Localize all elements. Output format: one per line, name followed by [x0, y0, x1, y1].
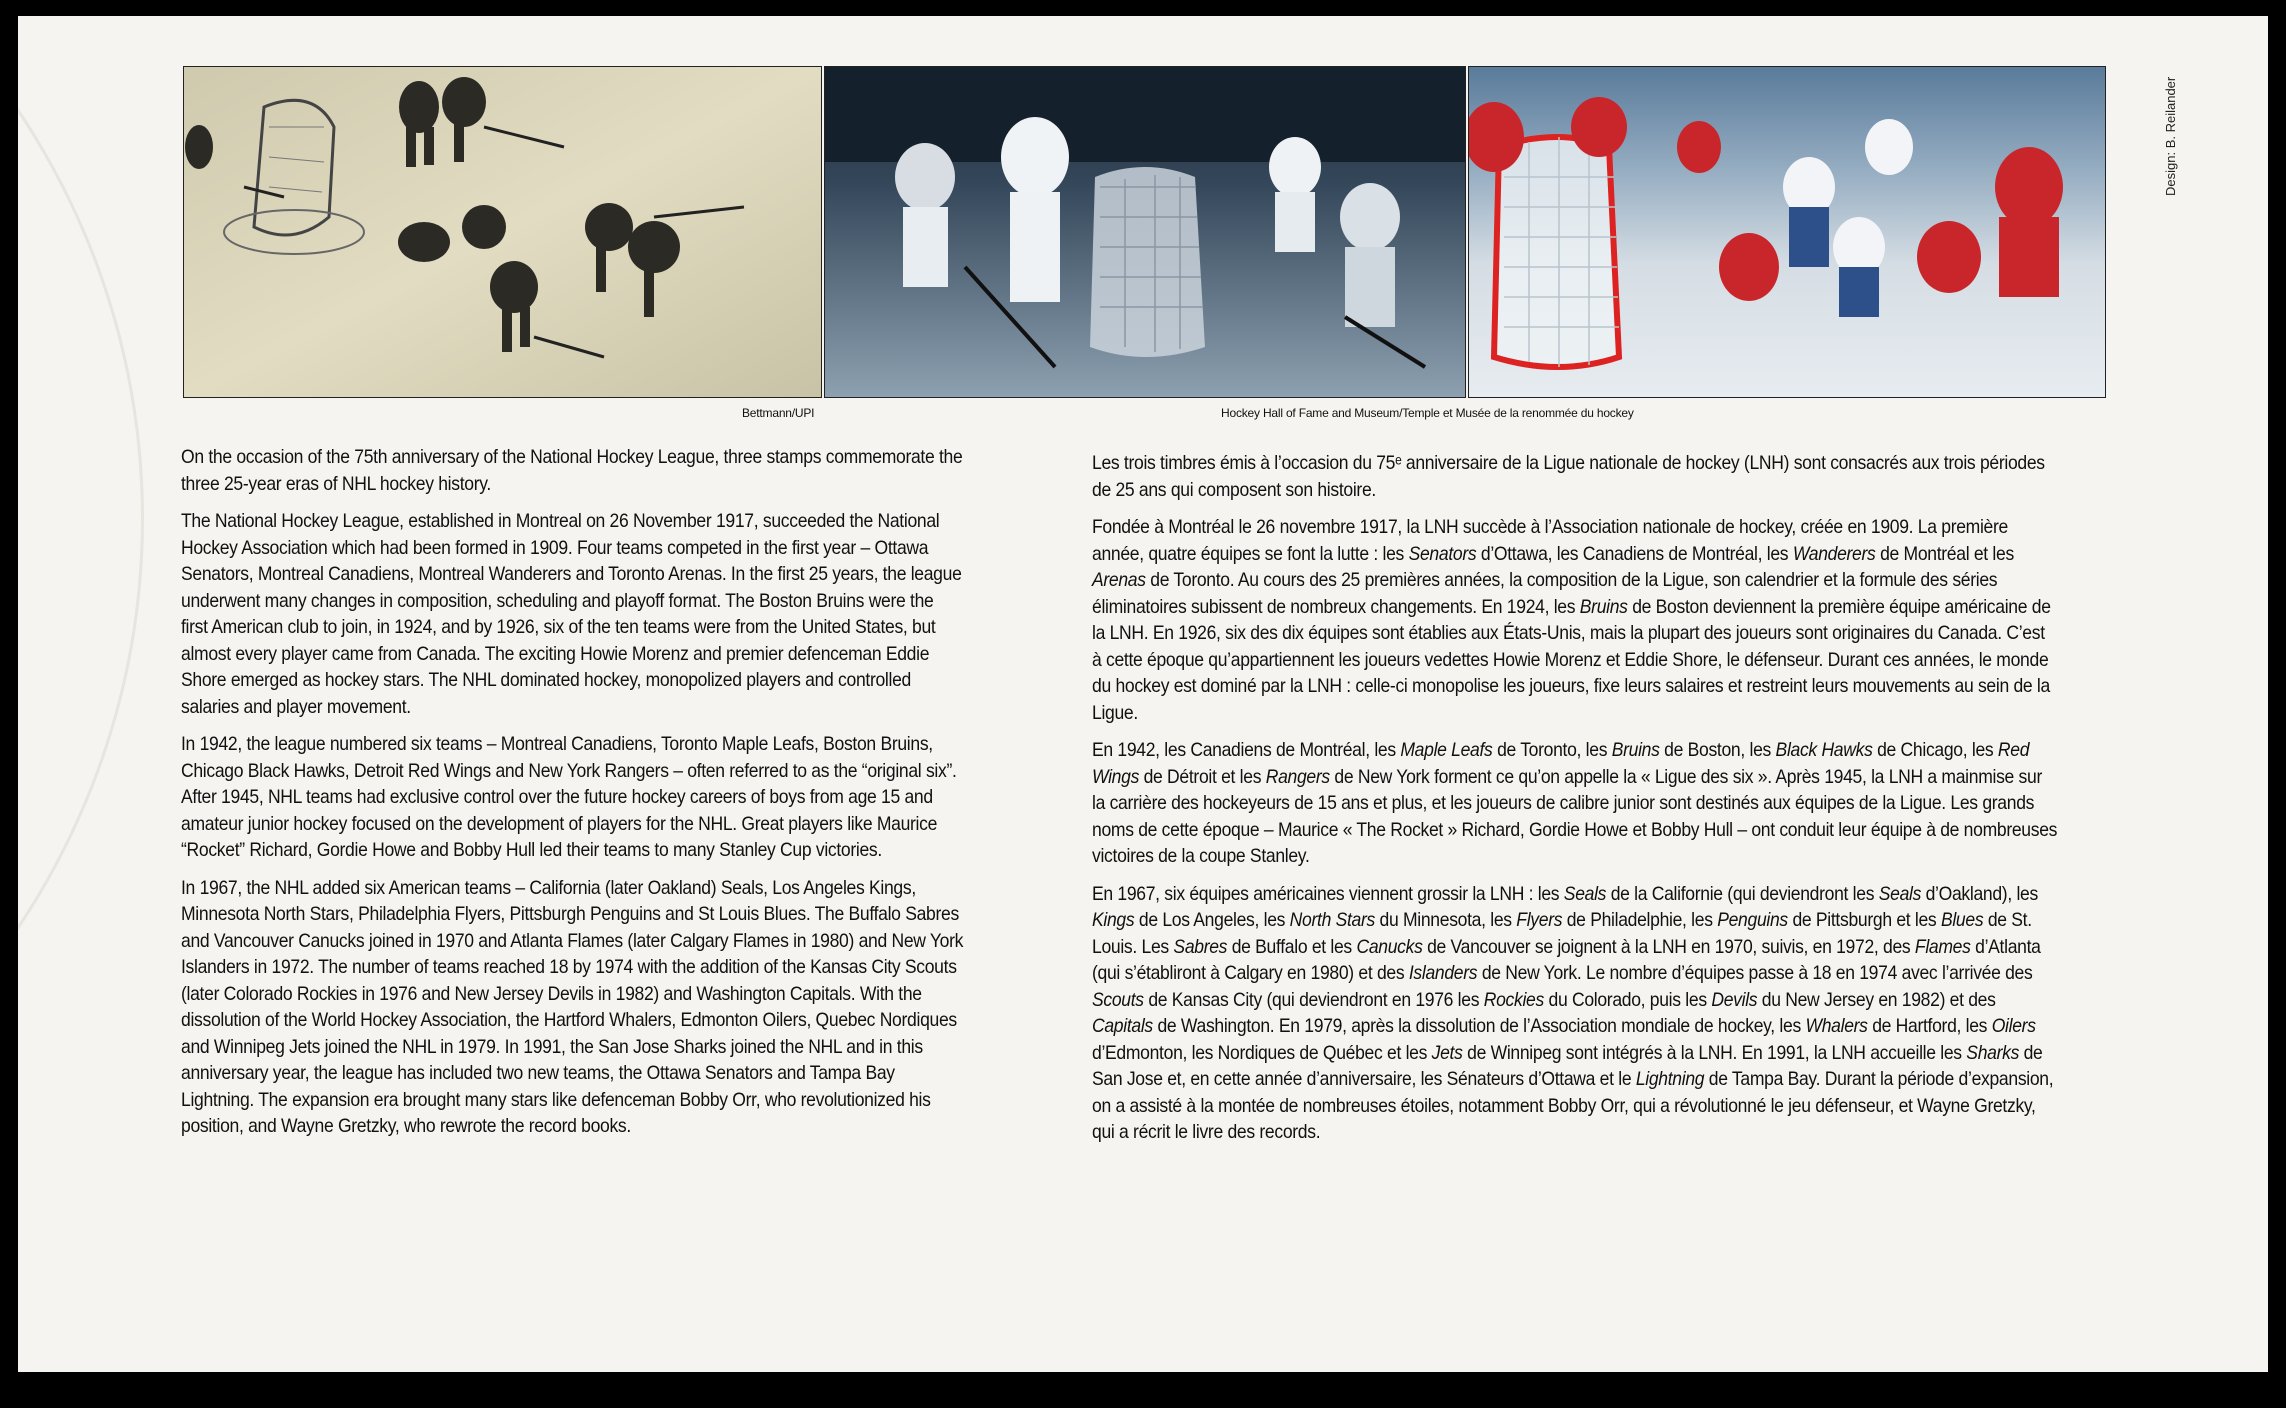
english-paragraph: In 1967, the NHL added six American teams – California (later Oakland) Seals, Los Angeles Kings, Minnesota North Stars, Philadelphia Flyers, Pittsburgh Penguins and St Louis Blues. The Buffalo Sabres and Vancouver Canucks joined in 1970 and Atlanta Flames (later Calgary Flames in 1980) and New York Islanders in 1972. The number of teams reached 18 by 1974 with the addition of the Kansas City Scouts (later Colorado Rockies in 1976 and New Jersey Devils in 1982) and Washington Capitals. With the dissolution of the World Hockey Association, the Hartford Whalers, Edmonton Oilers, Quebec Nordiques and Winnipeg Jets joined the NHL in 1979. In 1991, the San Jose Sharks joined the NHL and in this anniversary year, the league has included two new teams, the Ottawa Senators and Tampa Bay Lightning. The expansion era brought many stars like defenceman Bobby Orr, who revolutionized his position, and Wayne Gretzky, who rewrote the record books.	[181, 876, 964, 1137]
english-paragraph: On the occasion of the 75th anniversary of the National Hockey League, three stamps commemorate the three 25-year eras of NHL hockey history.	[181, 446, 963, 495]
envelope-flap-curve	[18, 16, 144, 1262]
english-text-column	[181, 444, 964, 1151]
photo-credit-bettmann: Bettmann/UPI	[742, 406, 815, 420]
french-paragraph: Les trois timbres émis à l’occasion du 75ᵉ anniversaire de la Ligue nationale de hockey (LNH) sont consacrés aux trois périodes de 25 ans qui composent son histoire.	[1092, 452, 2045, 501]
french-paragraph: En 1967, six équipes américaines viennent grossir la LNH : les Seals de la Californie (qui deviendront les Seals d’Oakland), les Kings de Los Angeles, les North Stars du Minnesota, les Flyers de Philadelphie, les Penguins de Pittsburgh et les Blues de St. Louis. Les Sabres de Buffalo et les Canucks de Vancouver se joignent à la LNH en 1970, suivis, en 1972, des Flames d’Atlanta (qui s’établiront à Calgary en 1980) et des Islanders de New York. Le nombre d’équipes passe à 18 en 1974 avec l’arrivée des Scouts de Kansas City (qui deviendront en 1976 les Rockies du Colorado, puis les Devils du New Jersey en 1982) et des Capitals de Washington. En 1979, après la dissolution de l’Association mondiale de hockey, les Whalers de Hartford, les Oilers d’Edmonton, les Nordiques de Québec et les Jets de Winnipeg sont intégrés à la LNH. En 1991, la LNH accueille les Sharks de San Jose et, en cette année d’anniversaire, les Sénateurs d’Ottawa et le Lightning de Tampa Bay. Durant la période d’expansion, on a assisté à la montée de nombreuses étoiles, notamment Bobby Orr, qui a révolutionné le jeu défenseur, et Wayne Gretzky, qui a récrit le livre des records.	[1092, 882, 2054, 1143]
english-paragraph: In 1942, the league numbered six teams – Montreal Canadiens, Toronto Maple Leafs, Boston Bruins, Chicago Black Hawks, Detroit Red Wings and New York Rangers – often referred to as the “original six”. After 1945, NHL teams had exclusive control over the future hockey careers of boys from age 15 and amateur junior hockey focused on the development of players for the NHL. Great players like Maurice “Rocket” Richard, Gordie Howe and Bobby Hull led their teams to many Stanley Cup victories.	[181, 733, 957, 861]
french-paragraph: En 1942, les Canadiens de Montréal, les Maple Leafs de Toronto, les Bruins de Boston, les Black Hawks de Chicago, les Red Wings de Détroit et les Rangers de New York forment ce qu’on appelle la « Ligue des six ». Après 1945, la LNH a mainmise sur la carrière des hockeyeurs de 15 ans et plus, et les joueurs de calibre junior sont destinés aux équipes de la Ligue. Les grands noms de cette époque – Maurice « The Rocket » Richard, Gordie Howe et Bobby Hull – ont conduit leur équipe à de nombreuses victoires de la coupe Stanley.	[1092, 739, 2058, 867]
photo-early-era	[183, 66, 822, 398]
photo-credit-hockey-hall-of-fame: Hockey Hall of Fame and Museum/Temple et Musée de la renommée du hockey	[1221, 406, 1634, 420]
envelope-back	[18, 16, 2268, 1372]
french-text-column	[1092, 450, 2059, 1157]
designer-credit: Design: B. Reilander	[2163, 76, 2178, 196]
photo-original-six-era	[824, 66, 1466, 398]
photo-expansion-era	[1468, 66, 2106, 398]
french-paragraph: Fondée à Montréal le 26 novembre 1917, la LNH succède à l’Association nationale de hockey, créée en 1909. La première année, quatre équipes se font la lutte : les Senators d’Ottawa, les Canadiens de Montréal, les Wanderers de Montréal et les Arenas de Toronto. Au cours des 25 premières années, la composition de la Ligue, son calendrier et la formule des séries éliminatoires subissent de nombreux changements. En 1924, les Bruins de Boston deviennent la première équipe américaine de la LNH. En 1926, six des dix équipes sont établies aux États-Unis, mais la plupart des joueurs sont originaires du Canada. C’est à cette époque qu’appartiennent les joueurs vedettes Howie Morenz et Eddie Shore, le défenseur. Durant ces années, le monde du hockey est dominé par la LNH : celle-ci monopolise les joueurs, fixe leurs salaires et restreint leurs mouvements au sein de la Ligue.	[1092, 516, 2051, 724]
english-paragraph: The National Hockey League, established in Montreal on 26 November 1917, succeeded the National Hockey Association which had been formed in 1909. Four teams competed in the first year – Ottawa Senators, Montreal Canadiens, Montreal Wanderers and Toronto Arenas. In the first 25 years, the league underwent many changes in composition, scheduling and playoff format. The Boston Bruins were the first American club to join, in 1924, and by 1926, six of the ten teams were from the United States, but almost every player came from Canada. The exciting Howie Morenz and premier defenceman Eddie Shore emerged as hockey stars. The NHL dominated hockey, monopolized players and controlled salaries and player movement.	[181, 510, 962, 718]
